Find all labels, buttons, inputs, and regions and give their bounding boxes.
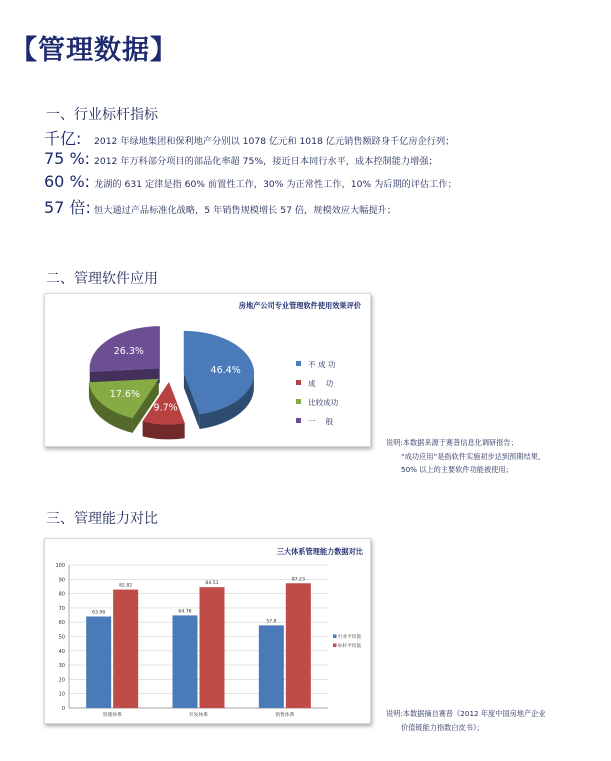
legend-swatch: [296, 380, 301, 385]
pie-data-label: 46.4%: [210, 365, 241, 377]
metric-row: [44, 195, 396, 218]
y-tick-label: 100: [55, 563, 65, 569]
bar-value-label: 84.51: [205, 581, 219, 587]
bar-chart-title: 三大体系管理能力数据对比: [276, 547, 363, 556]
legend-label: 一 般: [308, 417, 334, 426]
bar: [286, 583, 311, 708]
y-tick-label: 80: [58, 591, 65, 598]
bar-value-label: 87.23: [291, 577, 305, 583]
y-tick-label: 50: [58, 634, 65, 641]
legend-label: 比较成功: [308, 398, 339, 407]
legend-swatch: [296, 361, 301, 366]
bar: [173, 615, 198, 708]
bar: [200, 587, 225, 708]
metric-text: 恒大通过产品标准化战略，5 年销售规模增长 57 倍，规模效应大幅提升；: [94, 205, 396, 216]
bar: [113, 590, 138, 708]
capability-note: [386, 707, 546, 734]
legend-swatch: [296, 418, 301, 423]
legend-label: 行业平均值: [338, 635, 361, 640]
metric-row: [44, 149, 438, 168]
pie-data-label: 26.3%: [113, 346, 144, 358]
legend-label: 成 功: [308, 379, 334, 388]
y-tick-label: 30: [58, 663, 65, 670]
metric-label: 57 倍:: [44, 198, 91, 217]
x-tick-label: 管理体系: [102, 713, 122, 718]
pie-legend: [296, 359, 339, 426]
metric-label: 60 %:: [44, 172, 91, 191]
bar-value-label: 64.76: [178, 609, 192, 615]
x-tick-label: 销售体系: [275, 713, 295, 718]
metric-text: 龙湖的 631 定律是指 60% 前置性工作，30% 为正常性工作，10% 为后期的评估工作；: [94, 179, 457, 190]
x-tick-label: 开发体系: [188, 713, 209, 718]
section-heading-benchmarks: 一、行业标杆指标: [46, 107, 158, 123]
y-tick-label: 10: [58, 691, 65, 698]
pie-data-label: 17.6%: [109, 388, 140, 400]
bar-value-label: 57.8: [266, 619, 277, 625]
note-line: 说明:本数据来源于赛普信息化调研报告；: [386, 438, 518, 447]
note-line: 价值链能力指数白皮书》；: [401, 722, 484, 732]
y-tick-label: 0: [61, 706, 65, 712]
metric-row: [44, 172, 457, 191]
legend-swatch: [333, 635, 337, 639]
note-line: “成功应用”是指软件实施初步达到预期结果，: [401, 451, 546, 461]
y-tick-label: 70: [58, 605, 65, 612]
bar-value-label: 82.82: [119, 583, 133, 589]
metric-label: 75 %:: [44, 149, 91, 168]
note-line: 50% 以上的主要软件功能被使用；: [401, 465, 513, 474]
pie-chart-panel: [44, 293, 371, 447]
y-tick-label: 40: [58, 648, 65, 655]
metric-row: [44, 126, 454, 149]
legend-label: 标杆平均值: [338, 644, 361, 649]
metric-text: 2012 年绿地集团和保利地产分别以 1078 亿元和 1018 亿元销售额跻身千亿房企行列；: [94, 136, 455, 147]
section-heading-software: 二、管理软件应用: [46, 271, 158, 287]
note-line: 说明:本数据摘自赛普《2012 年度中国房地产企业: [386, 709, 546, 718]
metric-label: 千亿:: [44, 129, 82, 148]
legend-label: 不 成 功: [308, 360, 336, 369]
legend-swatch: [296, 399, 301, 404]
legend-swatch: [333, 644, 337, 648]
bar-legend: [333, 633, 361, 649]
bar: [259, 625, 284, 708]
y-tick-label: 60: [58, 620, 65, 627]
pie-data-label: 9.7%: [153, 402, 178, 414]
page-title: 【管理数据】: [10, 35, 178, 66]
bar-chart: [45, 539, 370, 723]
software-note: [386, 436, 545, 477]
bar-value-label: 63.98: [92, 610, 106, 616]
y-tick-label: 90: [58, 577, 65, 584]
bar-chart-panel: [44, 538, 371, 724]
section-heading-capability: 三、管理能力对比: [46, 511, 158, 527]
metric-text: 2012 年万科部分项目的部品化率超 75%，接近日本同行水平，成本控制能力增强；: [94, 156, 438, 167]
pie-chart-title: 房地产公司专业管理软件使用效果评价: [238, 301, 361, 310]
bar: [86, 617, 111, 708]
y-tick-label: 20: [58, 677, 65, 684]
pie-chart: [45, 294, 370, 446]
